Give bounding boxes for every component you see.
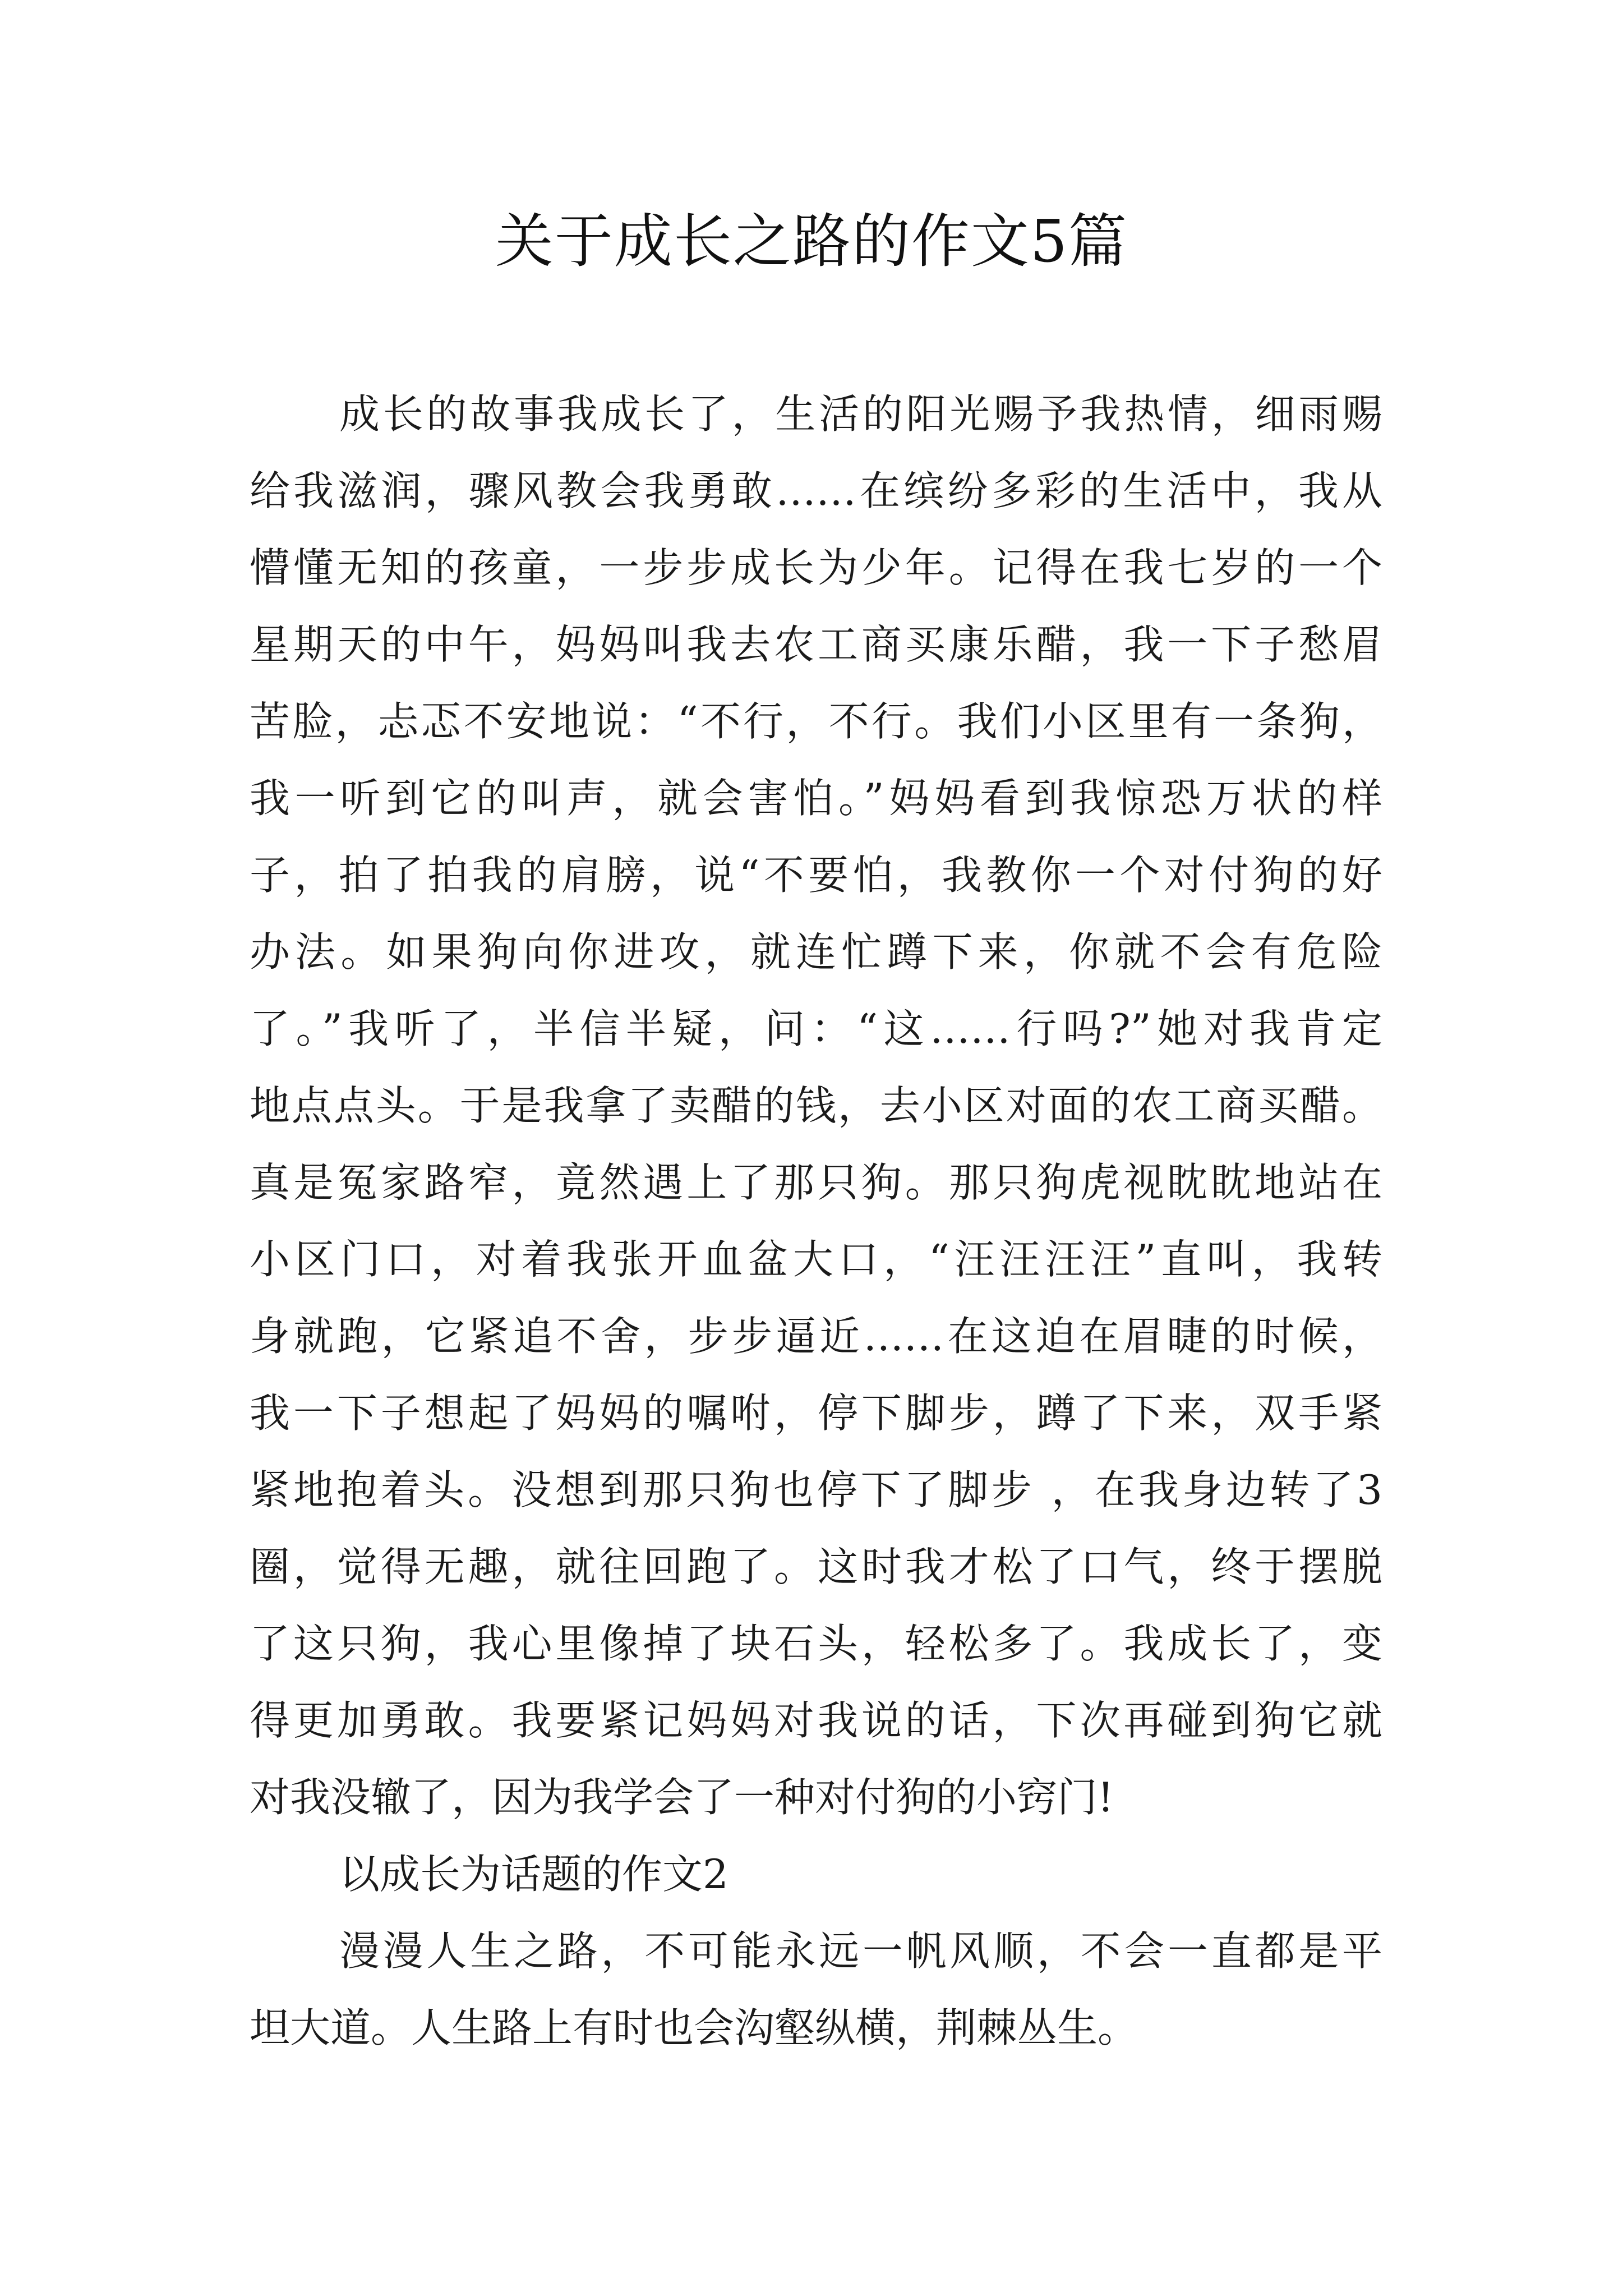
paragraph-line: 懵懂无知的孩童，一步步成长为少年。记得在我七岁的一个 <box>250 544 1382 591</box>
paragraph-line: 圈，觉得无趣，就往回跑了。这时我才松了口气，终于摆脱 <box>250 1543 1382 1590</box>
paragraph-line: 我一下子想起了妈妈的嘱咐，停下脚步，蹲了下来，双手紧 <box>250 1389 1382 1437</box>
document-title: 关于成长之路的作文5篇 <box>495 207 1128 275</box>
paragraph-line: 苦脸，忐忑不安地说：“不行，不行。我们小区里有一条狗， <box>250 698 1382 745</box>
paragraph-line: 给我滋润，骤风教会我勇敢……在缤纷多彩的生活中，我从 <box>250 467 1382 514</box>
paragraph-line: 漫漫人生之路，不可能永远一帆风顺，不会一直都是平 <box>339 1927 1382 1975</box>
paragraph-line: 对我没辙了，因为我学会了一种对付狗的小窍门! <box>250 1774 1114 1821</box>
paragraph-line: 坦大道。人生路上有时也会沟壑纵横，荆棘丛生。 <box>250 2004 1138 2051</box>
paragraph-line: 子，拍了拍我的肩膀，说“不要怕，我教你一个对付狗的好 <box>250 852 1382 899</box>
paragraph-line: 身就跑，它紧追不舍，步步逼近……在这迫在眉睫的时候， <box>250 1313 1382 1360</box>
paragraph-line: 我一听到它的叫声，就会害怕。”妈妈看到我惊恐万状的样 <box>250 775 1382 822</box>
paragraph-line: 小区门口，对着我张开血盆大口，“汪汪汪汪”直叫，我转 <box>250 1236 1382 1283</box>
paragraph-line: 地点点头。于是我拿了卖醋的钱，去小区对面的农工商买醋。 <box>250 1082 1382 1129</box>
paragraph-line: 了这只狗，我心里像掉了块石头，轻松多了。我成长了，变 <box>250 1620 1382 1667</box>
paragraph-line: 办法。如果狗向你进攻，就连忙蹲下来，你就不会有危险 <box>250 928 1382 976</box>
paragraph-line: 成长的故事我成长了，生活的阳光赐予我热情，细雨赐 <box>339 390 1382 438</box>
paragraph-line: 紧地抱着头。没想到那只狗也停下了脚步 ，在我身边转了3 <box>250 1466 1382 1513</box>
paragraph-line: 得更加勇敢。我要紧记妈妈对我说的话，下次再碰到狗它就 <box>250 1697 1382 1744</box>
document-body <box>250 376 1382 2067</box>
paragraph-line: 星期天的中午，妈妈叫我去农工商买康乐醋，我一下子愁眉 <box>250 621 1382 668</box>
paragraph-line: 真是冤家路窄，竟然遇上了那只狗。那只狗虎视眈眈地站在 <box>250 1159 1382 1206</box>
section-subheading: 以成长为话题的作文2 <box>339 1851 728 1898</box>
paragraph-line: 了。”我听了，半信半疑，问：“这……行吗?”她对我肯定 <box>250 1005 1382 1052</box>
